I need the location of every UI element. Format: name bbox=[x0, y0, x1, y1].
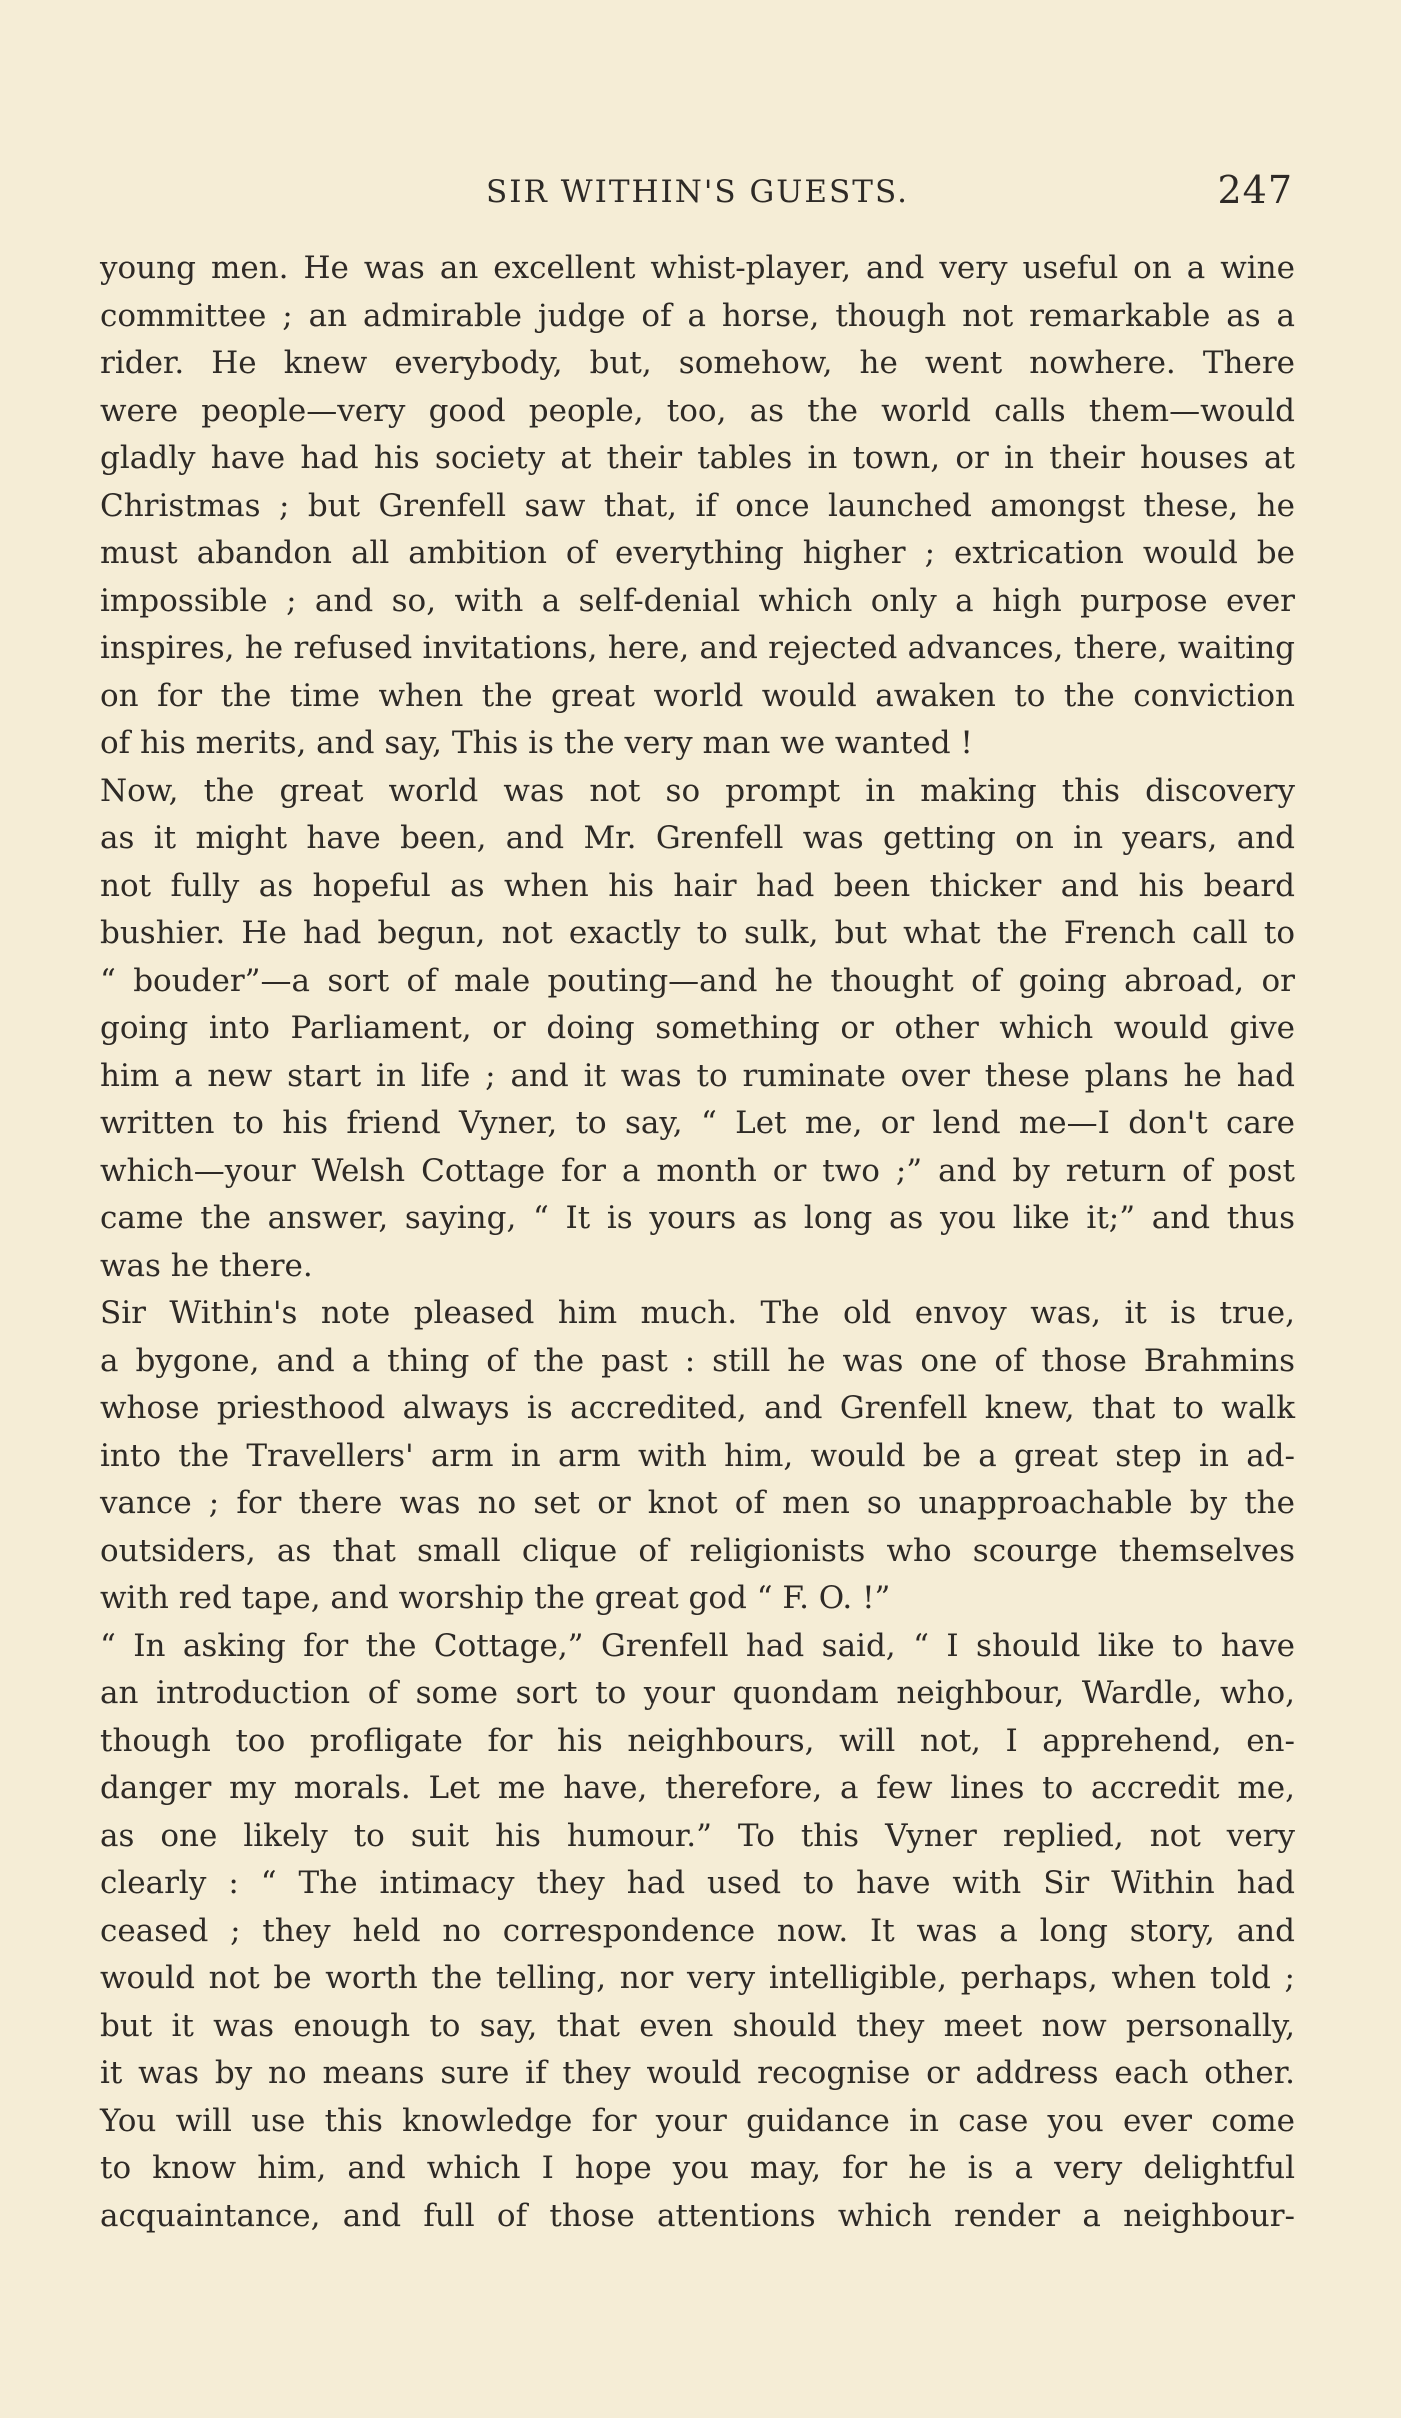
text-line: whose priesthood always is accredited, and Grenfell knew, that to walk bbox=[100, 1390, 1295, 1426]
text-line: to know him, and which I hope you may, for he is a very delightful bbox=[100, 2150, 1295, 2186]
text-line: with red tape, and worship the great god “ F. O. !” bbox=[100, 1580, 891, 1616]
text-line: Christmas ; but Grenfell saw that, if once launched amongst these, he bbox=[100, 487, 1295, 524]
text-line: into the Travellers' arm in arm with him, would be a great step in ad- bbox=[100, 1437, 1295, 1474]
text-line: ceased ; they held no correspondence now. It was a long story, and bbox=[100, 1912, 1295, 1949]
text-line: danger my morals. Let me have, therefore, a few lines to accredit me, bbox=[100, 1770, 1295, 1806]
page-header bbox=[100, 168, 1295, 218]
text-line: bushier. He had begun, not exactly to sulk, but what the French call to bbox=[100, 915, 1295, 951]
text-line: gladly have had his society at their tables in town, or in their houses at bbox=[100, 440, 1295, 476]
text-line: though too profligate for his neighbours, will not, I apprehend, en- bbox=[100, 1722, 1295, 1759]
text-line: impossible ; and so, with a self-denial which only a high purpose ever bbox=[100, 582, 1295, 619]
text-line: outsiders, as that small clique of religionists who scourge themselves bbox=[100, 1532, 1295, 1569]
text-line: acquaintance, and full of those attentions which render a neighbour- bbox=[100, 2197, 1295, 2234]
text-line: would not be worth the telling, nor very intelligible, perhaps, when told ; bbox=[100, 1960, 1295, 1996]
running-head: SIR WITHIN'S GUESTS. bbox=[486, 174, 909, 210]
text-line: committee ; an admirable judge of a horse, though not remarkable as a bbox=[100, 297, 1295, 334]
text-line: as it might have been, and Mr. Grenfell was getting on in years, and bbox=[100, 820, 1295, 856]
text-line: Now, the great world was not so prompt in making this discovery bbox=[100, 772, 1295, 809]
text-line: Sir Within's note pleased him much. The old envoy was, it is true, bbox=[100, 1295, 1295, 1331]
text-line: “ bouder”—a sort of male pouting—and he thought of going abroad, or bbox=[100, 962, 1295, 999]
text-line: which—your Welsh Cottage for a month or two ;” and by return of post bbox=[100, 1152, 1295, 1189]
text-line: but it was enough to say, that even should they meet now personally, bbox=[100, 2007, 1295, 2044]
text-line: an introduction of some sort to your quondam neighbour, Wardle, who, bbox=[100, 1675, 1295, 1711]
text-line: it was by no means sure if they would recognise or address each other. bbox=[100, 2055, 1295, 2091]
body-text bbox=[100, 245, 1295, 2240]
text-line: not fully as hopeful as when his hair had been thicker and his beard bbox=[100, 867, 1295, 904]
text-line: young men. He was an excellent whist-player, and very useful on a wine bbox=[100, 250, 1295, 286]
text-line: “ In asking for the Cottage,” Grenfell had said, “ I should like to have bbox=[100, 1627, 1295, 1664]
text-line: inspires, he refused invitations, here, and rejected advances, there, waiting bbox=[100, 630, 1295, 666]
text-line: was he there. bbox=[100, 1247, 313, 1284]
text-line: You will use this knowledge for your guidance in case you ever come bbox=[100, 2102, 1295, 2139]
text-line: a bygone, and a thing of the past : still he was one of those Brahmins bbox=[100, 1342, 1295, 1379]
text-line: going into Parliament, or doing something or other which would give bbox=[100, 1010, 1295, 1046]
text-line: written to his friend Vyner, to say, “ Let me, or lend me—I don't care bbox=[100, 1105, 1295, 1141]
text-line: must abandon all ambition of everything higher ; extrication would be bbox=[100, 535, 1295, 571]
page-number: 247 bbox=[1217, 168, 1293, 212]
text-line: of his merits, and say, This is the very man we wanted ! bbox=[100, 725, 973, 761]
text-line: rider. He knew everybody, but, somehow, he went nowhere. There bbox=[100, 345, 1295, 381]
text-line: him a new start in life ; and it was to ruminate over these plans he had bbox=[100, 1057, 1295, 1094]
text-line: clearly : “ The intimacy they had used to have with Sir Within had bbox=[100, 1865, 1295, 1901]
text-line: as one likely to suit his humour.” To this Vyner replied, not very bbox=[100, 1817, 1295, 1854]
text-line: came the answer, saying, “ It is yours as long as you like it;” and thus bbox=[100, 1200, 1295, 1236]
text-line: on for the time when the great world would awaken to the conviction bbox=[100, 677, 1295, 714]
text-line: were people—very good people, too, as the world calls them—would bbox=[100, 392, 1295, 429]
text-line: vance ; for there was no set or knot of men so unapproachable by the bbox=[100, 1485, 1295, 1521]
